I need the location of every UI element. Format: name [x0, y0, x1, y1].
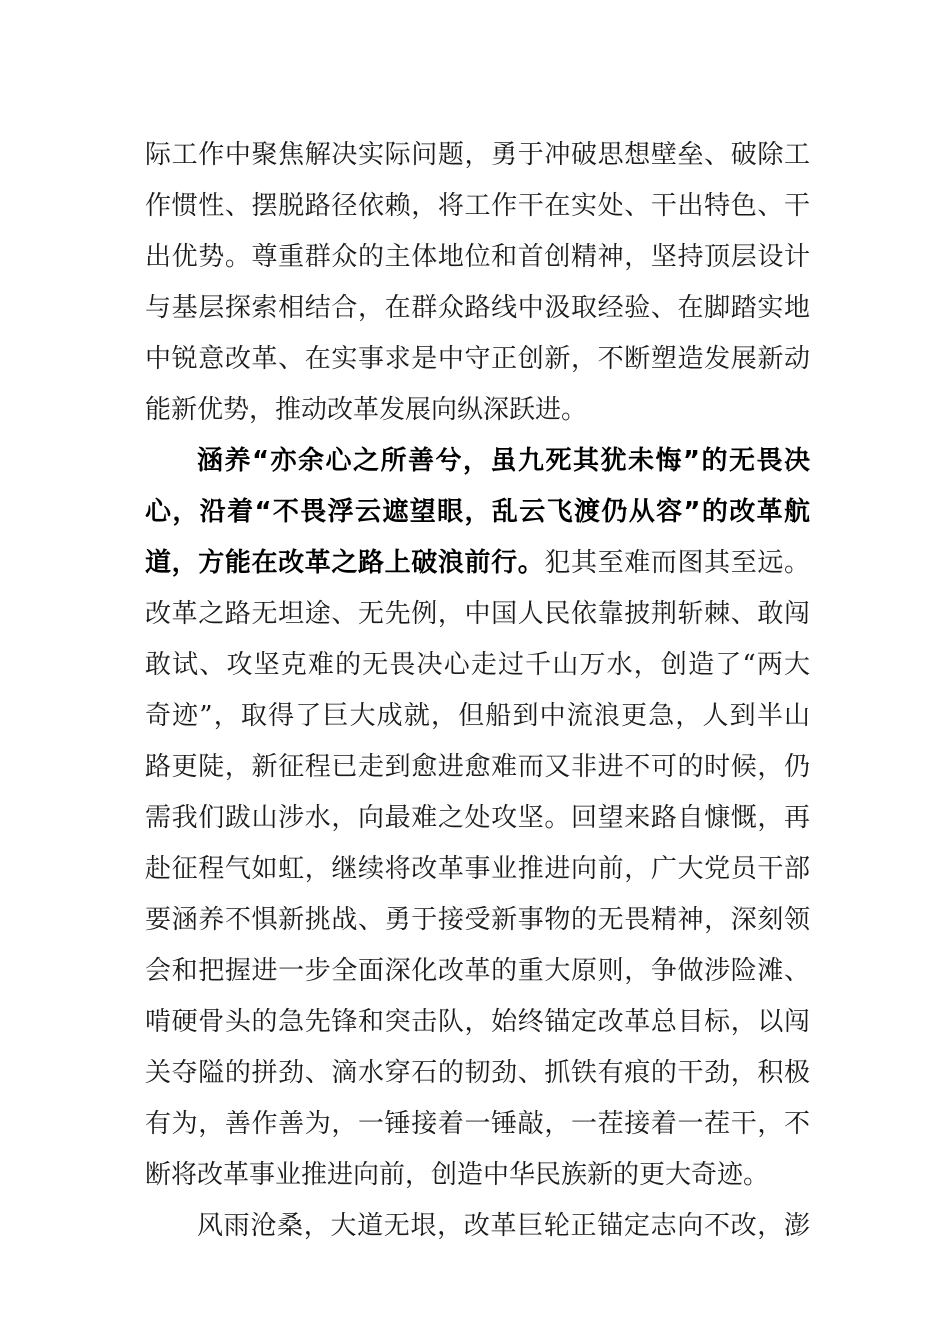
paragraph-line: 会和把握进一步全面深化改革的重大原则，争做涉险滩、: [145, 956, 810, 986]
bold-heading-line: 涵养“亦余心之所善兮，虽九死其犹未悔”的无畏决: [197, 446, 810, 476]
paragraph-line: 啃硬骨头的急先锋和突击队，始终锚定改革总目标，以闯: [145, 1007, 810, 1037]
bold-heading-fragment: 道，方能在改革之路上破浪前行。: [145, 548, 545, 578]
bold-heading-line: 心，沿着“不畏浮云遮望眼，乱云飞渡仍从容”的改革航: [145, 497, 810, 527]
paragraph-line: 要涵养不惧新挑战、勇于接受新事物的无畏精神，深刻领: [145, 905, 810, 935]
document-body: [145, 130, 810, 1252]
paragraph-line: 有为，善作善为，一锤接着一锤敲，一茬接着一茬干，不: [145, 1109, 810, 1139]
paragraph-line: 能新优势，推动改革发展向纵深跃进。: [145, 395, 588, 425]
paragraph-line: 关夺隘的拼劲、滴水穿石的韧劲、抓铁有痕的干劲，积极: [145, 1058, 810, 1088]
mixed-line: [145, 538, 810, 589]
paragraph-line: 改革之路无坦途、无先例，中国人民依靠披荆斩棘、敢闯: [145, 599, 810, 629]
paragraph-line: 作惯性、摆脱路径依赖，将工作干在实处、干出特色、干: [145, 191, 810, 221]
paragraph-line: 奇迹”，取得了巨大成就，但船到中流浪更急，人到半山: [145, 701, 810, 731]
paragraph-line: 赴征程气如虹，继续将改革事业推进向前，广大党员干部: [145, 854, 810, 884]
paragraph-line: 际工作中聚焦解决实际问题，勇于冲破思想壁垒、破除工: [145, 140, 810, 170]
paragraph-line: 出优势。尊重群众的主体地位和首创精神，坚持顶层设计: [145, 242, 810, 272]
paragraph-line: 需我们跋山涉水，向最难之处攻坚。回望来路自慷慨，再: [145, 803, 810, 833]
body-fragment: 犯其至难而图其至远。: [544, 548, 810, 578]
paragraph-line: 与基层探索相结合，在群众路线中汲取经验、在脚踏实地: [145, 293, 810, 323]
paragraph-line: 风雨沧桑，大道无垠，改革巨轮正锚定志向不改，澎: [197, 1211, 810, 1241]
paragraph-line: 敢试、攻坚克难的无畏决心走过千山万水，创造了“两大: [145, 650, 810, 680]
paragraph-line: 路更陡，新征程已走到愈进愈难而又非进不可的时候，仍: [145, 752, 810, 782]
paragraph-line: 中锐意改革、在实事求是中守正创新，不断塑造发展新动: [145, 344, 810, 374]
paragraph-line: 断将改革事业推进向前，创造中华民族新的更大奇迹。: [145, 1160, 770, 1190]
